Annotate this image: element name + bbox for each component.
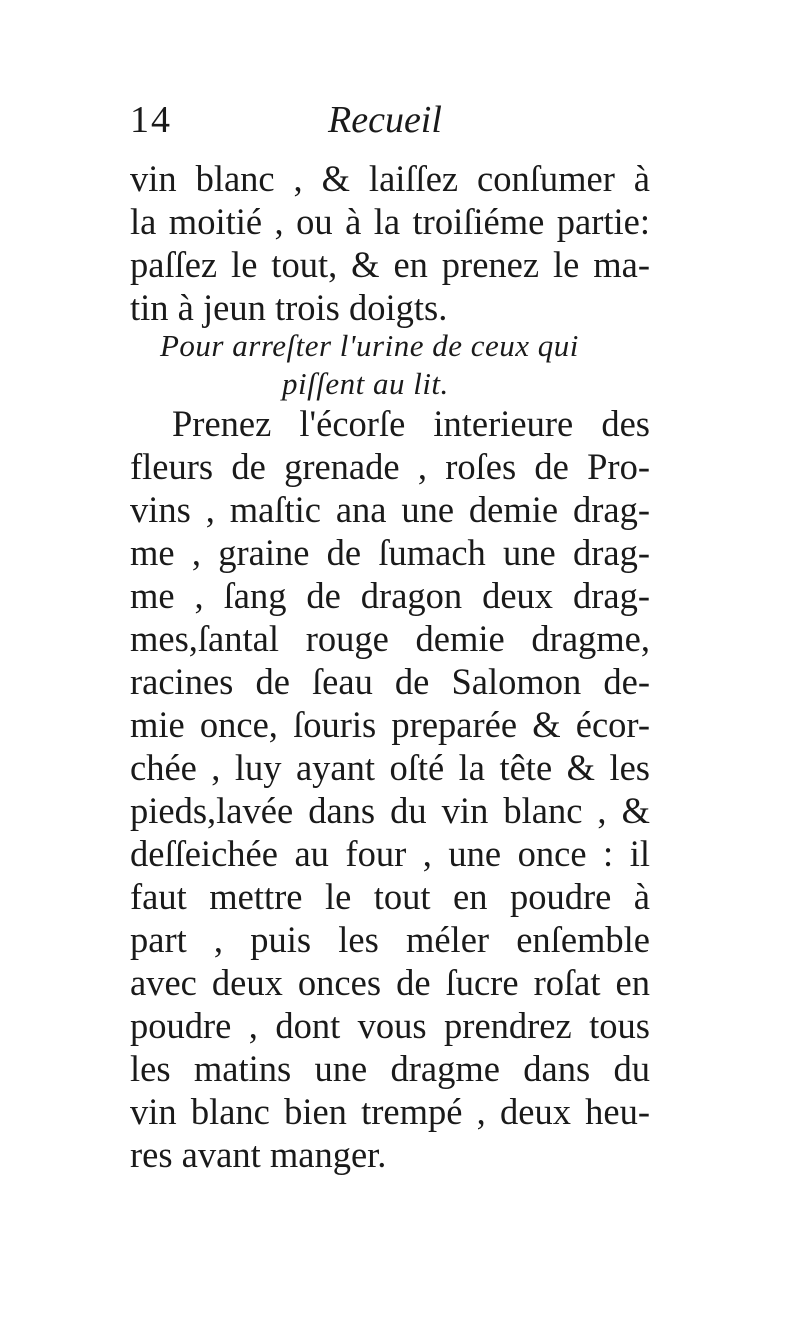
text-line: vins , maſtic ana une demie drag- bbox=[130, 489, 650, 530]
text-line: vin blanc bien trempé , deux heu- bbox=[130, 1091, 650, 1132]
text-line: poudre , dont vous prendrez tous bbox=[130, 1005, 650, 1046]
text-line: me , graine de ſumach une drag- bbox=[130, 532, 650, 573]
text-line: tin à jeun trois doigts. bbox=[130, 287, 448, 328]
text-line: deſſeichée au four , une once : il bbox=[130, 833, 650, 874]
text-line: vin blanc , & laiſſez conſumer à bbox=[130, 158, 650, 199]
text-line: paſſez le tout, & en prenez le ma- bbox=[130, 244, 650, 285]
text-line: part , puis les méler enſemble bbox=[130, 919, 650, 960]
page-number: 14 bbox=[130, 99, 172, 141]
text-line: Prenez l'écorſe interieure des bbox=[172, 403, 650, 444]
text-line: faut mettre le tout en poudre à bbox=[130, 876, 650, 917]
running-title: Recueil bbox=[328, 99, 442, 141]
text-line: fleurs de grenade , roſes de Pro- bbox=[130, 446, 650, 487]
text-line: avec deux onces de ſucre roſat en bbox=[130, 962, 650, 1003]
text-line: mie once, ſouris preparée & écor- bbox=[130, 704, 650, 745]
text-line: la moitié , ou à la troiſiéme partie: bbox=[130, 201, 650, 242]
text-line: racines de ſeau de Salomon de- bbox=[130, 661, 650, 702]
text-line: mes,ſantal rouge demie dragme, bbox=[130, 618, 650, 659]
page-header bbox=[130, 98, 650, 154]
text-line: chée , luy ayant oſté la tête & les bbox=[130, 747, 650, 788]
text-line: pieds,lavée dans du vin blanc , & bbox=[130, 790, 650, 831]
text-line: me , ſang de dragon deux drag- bbox=[130, 575, 650, 616]
recipe-heading-line: Pour arreſter l'urine de ceux qui bbox=[160, 328, 579, 363]
text-line: res avant manger. bbox=[130, 1134, 387, 1175]
recipe-heading-line: piſſent au lit. bbox=[282, 366, 449, 401]
text-line: les matins une dragme dans du bbox=[130, 1048, 650, 1089]
